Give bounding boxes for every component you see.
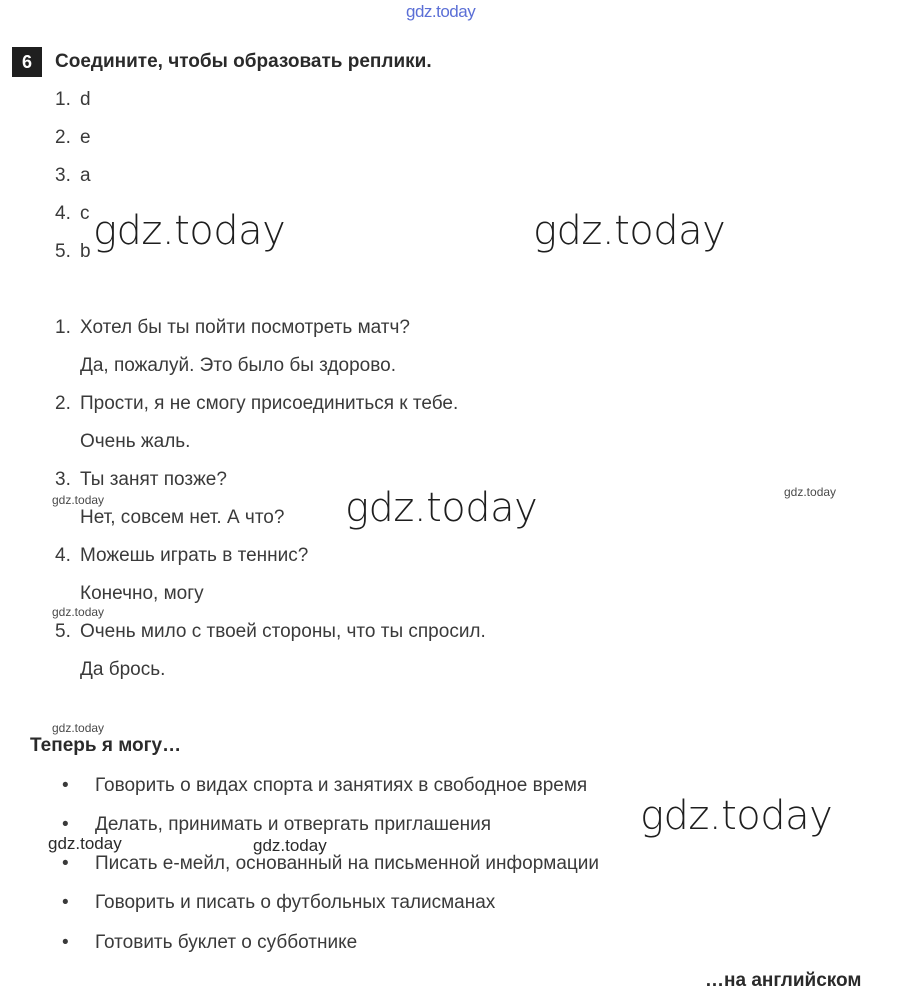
watermark-small: gdz.today bbox=[52, 721, 105, 735]
watermark-large: gdz.today bbox=[640, 793, 833, 839]
answer-item: 3. a bbox=[55, 165, 91, 186]
watermark-small: gdz.today bbox=[52, 605, 105, 619]
bullet-icon: • bbox=[62, 775, 69, 796]
watermark-top: gdz.today bbox=[406, 2, 476, 21]
dialogue-question: 5. Очень мило с твоей стороны, что ты спросил. bbox=[55, 621, 486, 642]
answer-item: 1. d bbox=[55, 89, 91, 110]
task-title: Соедините, чтобы образовать реплики. bbox=[55, 51, 432, 72]
dialogue-reply: Конечно, могу bbox=[80, 583, 204, 604]
dialogue-question: 1. Хотел бы ты пойти посмотреть матч? bbox=[55, 317, 410, 338]
bullet-icon: • bbox=[62, 892, 69, 913]
watermark-large: gdz.today bbox=[345, 485, 538, 531]
section-heading: Теперь я могу… bbox=[30, 735, 182, 756]
dialogue-reply: Очень жаль. bbox=[80, 431, 191, 452]
bullet-icon: • bbox=[62, 853, 69, 874]
answer-item: 4. c bbox=[55, 203, 90, 224]
answer-item: 2. e bbox=[55, 127, 91, 148]
answer-item: 5. b bbox=[55, 241, 91, 262]
dialogue-question: 4. Можешь играть в теннис? bbox=[55, 545, 309, 566]
watermark-small: gdz.today bbox=[52, 493, 105, 507]
watermark-medium: gdz.today bbox=[253, 836, 327, 855]
skill-list-item: Делать, принимать и отвергать приглашения bbox=[95, 814, 492, 835]
page-footer-label: …на английском bbox=[705, 970, 862, 991]
dialogue-reply: Да, пожалуй. Это было бы здорово. bbox=[80, 355, 396, 376]
watermark-medium: gdz.today bbox=[48, 834, 122, 853]
dialogue-question: 3. Ты занят позже? bbox=[55, 469, 227, 490]
bullet-icon: • bbox=[62, 932, 69, 953]
skill-list-item: Писать е-мейл, основанный на письменной информации bbox=[95, 853, 600, 874]
task-number-badge: 6 bbox=[12, 47, 42, 77]
dialogue-reply: Нет, совсем нет. А что? bbox=[80, 507, 285, 528]
bullet-icon: • bbox=[62, 814, 69, 835]
watermark-large: gdz.today bbox=[93, 208, 286, 254]
dialogue-reply: Да брось. bbox=[80, 659, 166, 680]
dialogue-question: 2. Прости, я не смогу присоединиться к тебе. bbox=[55, 393, 459, 414]
watermark-large: gdz.today bbox=[533, 208, 726, 254]
skill-list-item: Говорить о видах спорта и занятиях в свободное время bbox=[95, 775, 588, 796]
skill-list-item: Говорить и писать о футбольных талисманах bbox=[95, 892, 496, 913]
watermark-small: gdz.today bbox=[784, 485, 837, 499]
skill-list-item: Готовить буклет о субботнике bbox=[95, 932, 358, 953]
